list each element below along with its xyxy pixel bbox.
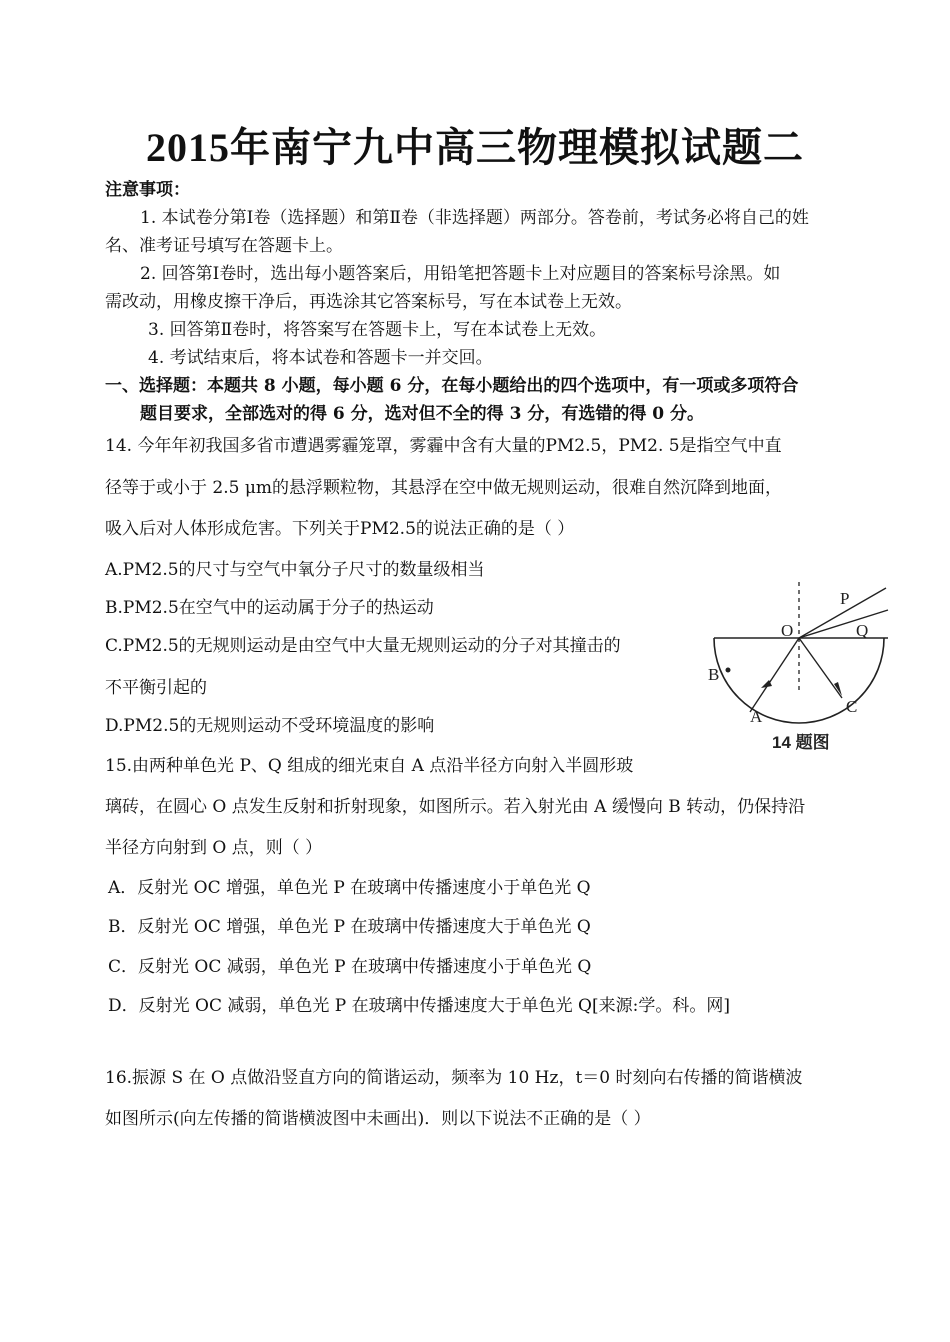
notice-item-1-line-1: 1. 本试卷分第Ⅰ卷（选择题）和第Ⅱ卷（非选择题）两部分。答卷前，考试务必将自己的姓 [140, 208, 809, 228]
q15-option-b: B．反射光 OC 增强，单色光 P 在玻璃中传播速度大于单色光 Q [108, 917, 591, 937]
q15-stem-line-1: 15.由两种单色光 P、Q 组成的细光束自 A 点沿半径方向射入半圆形玻 [105, 756, 634, 776]
notice-item-2-line-1: 2. 回答第Ⅰ卷时，选出每小题答案后，用铅笔把答题卡上对应题目的答案标号涂黑。如 [140, 264, 781, 284]
q15-option-c: C．反射光 OC 减弱，单色光 P 在玻璃中传播速度小于单色光 Q [108, 957, 592, 977]
figure-caption: 14 题图 [772, 733, 830, 752]
q14-stem-line-3: 吸入后对人体形成危害。下列关于PM2.5的说法正确的是（ ） [105, 519, 575, 539]
notice-item-1-line-2: 名、准考证号填写在答题卡上。 [105, 236, 343, 256]
refracted-ray-q [799, 610, 888, 638]
section1-line-2: 题目要求，全部选对的得 6 分，选对但不全的得 3 分，有选错的得 0 分。 [140, 404, 704, 424]
notice-heading: 注意事项： [105, 180, 190, 200]
q16-stem-line-2: 如图所示(向左传播的简谐横波图中未画出)．则以下说法不正确的是（ ） [105, 1109, 651, 1129]
notice-item-3: 3. 回答第Ⅱ卷时，将答案写在答题卡上，写在本试卷上无效。 [148, 320, 607, 340]
q14-option-c-line-1: C.PM2.5的无规则运动是由空气中大量无规则运动的分子对其撞击的 [105, 636, 621, 656]
semicircle-glass-diagram [692, 570, 910, 766]
label-a: A [750, 707, 763, 726]
label-o: O [781, 621, 794, 640]
q15-option-a: A．反射光 OC 增强，单色光 P 在玻璃中传播速度小于单色光 Q [108, 878, 591, 898]
q14-option-d: D.PM2.5的无规则运动不受环境温度的影响 [105, 716, 435, 736]
q15-option-d: D．反射光 OC 减弱，单色光 P 在玻璃中传播速度大于单色光 Q[来源:学。科。网] [108, 996, 730, 1016]
q15-stem-line-3: 半径方向射到 O 点，则（ ） [105, 838, 323, 858]
q16-stem-line-1: 16.振源 S 在 O 点做沿竖直方向的简谐运动，频率为 10 Hz，t＝0 时刻向右传播的简谐横波 [105, 1068, 803, 1088]
reflected-ray [799, 638, 842, 698]
notice-item-4: 4. 考试结束后，将本试卷和答题卡一并交回。 [148, 348, 493, 368]
figure-14 [692, 570, 910, 766]
section1-line-1: 一、选择题：本题共 8 小题，每小题 6 分，在每小题给出的四个选项中，有一项或多项符合 [105, 376, 799, 396]
label-b: B [708, 665, 720, 684]
label-p: P [840, 589, 850, 608]
q14-option-a: A.PM2.5的尺寸与空气中氧分子尺寸的数量级相当 [105, 560, 485, 580]
q14-stem-line-2: 径等于或小于 2.5 μm的悬浮颗粒物，其悬浮在空中做无规则运动，很难自然沉降到地面， [105, 478, 783, 498]
q14-option-b: B.PM2.5在空气中的运动属于分子的热运动 [105, 598, 434, 618]
q14-option-c-line-2: 不平衡引起的 [105, 678, 207, 698]
incident-ray [750, 638, 799, 712]
q15-stem-line-2: 璃砖，在圆心 O 点发生反射和折射现象，如图所示。若入射光由 A 缓慢向 B 转动，仍保持沿 [105, 797, 806, 817]
label-q: Q [856, 621, 869, 640]
q14-stem-line-1: 14. 今年年初我国多省市遭遇雾霾笼罩，雾霾中含有大量的PM2.5，PM2. 5是指空气中直 [105, 436, 782, 456]
point-b-dot [726, 668, 731, 673]
notice-item-2-line-2: 需改动，用橡皮擦干净后，再选涂其它答案标号，写在本试卷上无效。 [105, 292, 632, 312]
label-c: C [846, 697, 858, 716]
page-title: 2015年南宁九中高三物理模拟试题二 [146, 125, 804, 170]
